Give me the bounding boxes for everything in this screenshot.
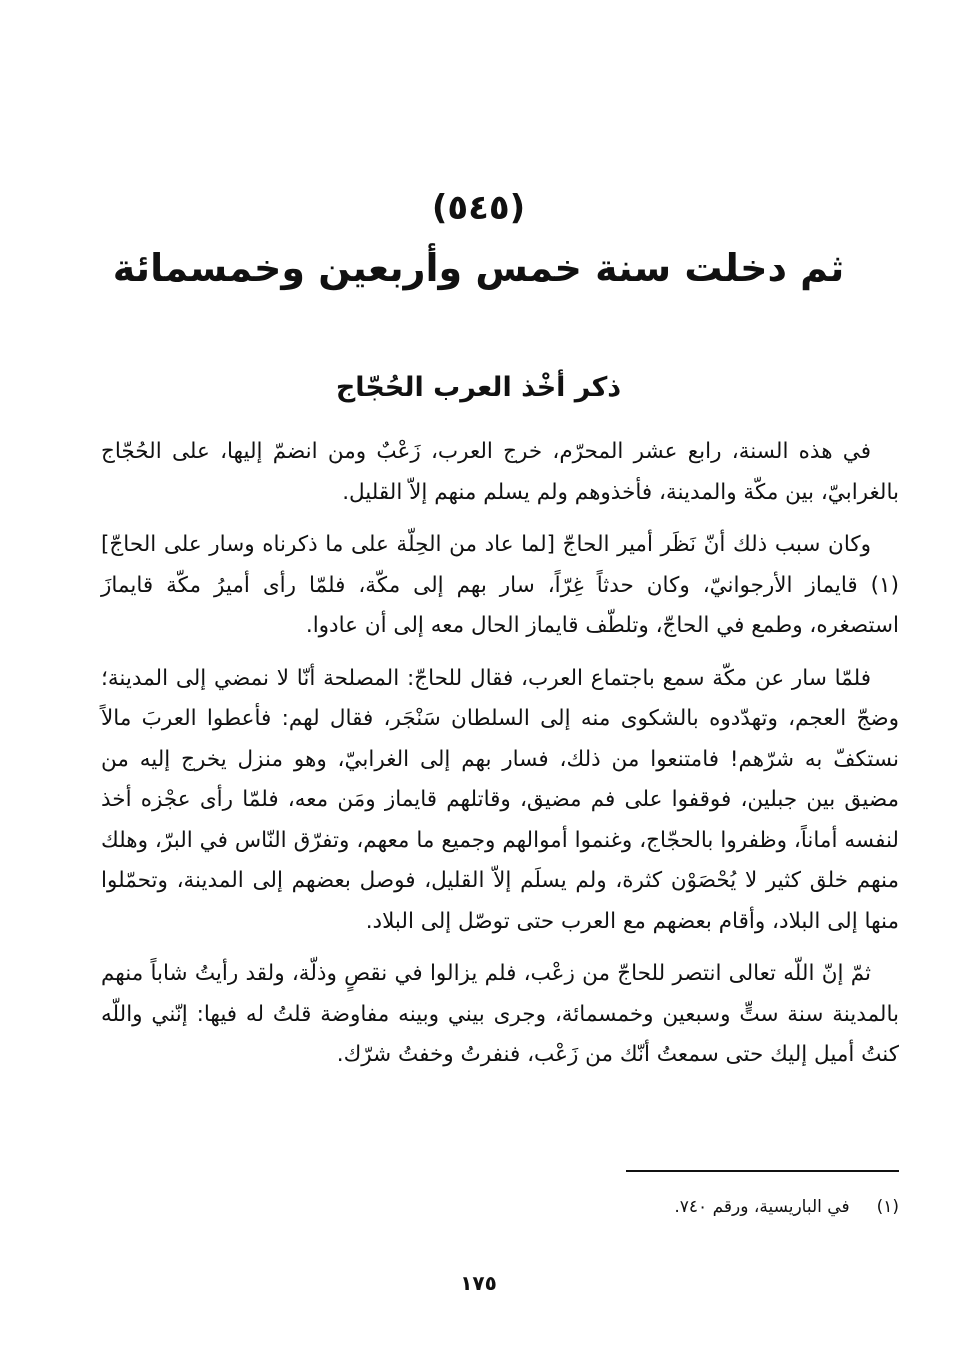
footnote-text: في الباريسية، ورقم ٧٤٠. bbox=[674, 1197, 850, 1217]
paragraph-3: فلمّا سار عن مكّة سمع باجتماع العرب، فقال للحاجّ: المصلحة أنّا لا نمضي إلى المدينة؛ وضجّ العجم، وتهدّدوه بالشكوى منه إلى السلطان سَنْجَر، فقال لهم: فأعطوا العربَ مالاً نستكفّ به شرّهم! فامتنعوا من ذلك، فسار بهم إلى الغرابيّ، وهو منزل يخرج إليه من مضيق بين جبلين، فوقفوا على فم مضيق، وقاتلهم قايماز ومَن معه، فلمّا رأى عجْزه أخذ لنفسه أماناً، وظفروا بالحجّاج، وغنموا أموالهم وجميع ما معهم، وتفرّق النّاس في البرّ، وهلك منهم خلق كثير لا يُحْصَوْن كثرة، ولم يسلَم إلاّ القليل، فوصل بعضهم إلى المدينة، وتحمّلوا منها إلى البلاد، وأقام بعضهم مع العرب حتى توصّل إلى البلاد. bbox=[101, 665, 899, 934]
footnote-divider bbox=[626, 1170, 899, 1172]
body-text bbox=[101, 432, 899, 1088]
paragraph-4: ثمّ إنّ اللّه تعالى انتصر للحاجّ من زعْب، فلم يزالوا في نقصٍ وذلّة، ولقد رأيتُ شاباً منهم بالمدينة سنة ستٍّ وسبعين وخمسمائة، وجرى بيني وبينه مفاوضة قلتُ له فيها: إنّني واللّه كنتُ أميل إليك حتى سمعتُ أنّك من زَعْب، فنفرتُ وخفتُ شرّك. bbox=[101, 961, 899, 1067]
chapter-title: ثم دخلت سنة خمس وأربعين وخمسمائة bbox=[112, 246, 845, 290]
paragraph-1: في هذه السنة، رابع عشر المحرّم، خرج العرب، زَعْبٌ ومن انضمّ إليها، على الحُجّاج بالغرابيّ، بين مكّة والمدينة، فأخذوهم ولم يسلم منهم إلاّ القليل. bbox=[101, 439, 899, 505]
page-number: ١٧٥ bbox=[460, 1271, 497, 1295]
paragraph-2: وكان سبب ذلك أنّ نَظَر أمير الحاجّ [لما عاد من الحِلّة على ما ذكرناه وسار على الحاجّ](١) قايماز الأرجوانيّ، وكان حدثاً غِرّاً، سار بهم إلى مكّة، فلمّا رأى أميرُ مكّة قايمازَ استصغره، وطمع في الحاجّ، وتلطّف قايماز الحال معه إلى أن عادوا. bbox=[101, 532, 899, 638]
section-heading: ذكر أخْذ العرب الحُجّاج bbox=[335, 372, 622, 403]
year-number: (٥٤٥) bbox=[431, 188, 526, 228]
footnote bbox=[101, 1193, 899, 1221]
footnote-marker: (١) bbox=[876, 1197, 899, 1217]
